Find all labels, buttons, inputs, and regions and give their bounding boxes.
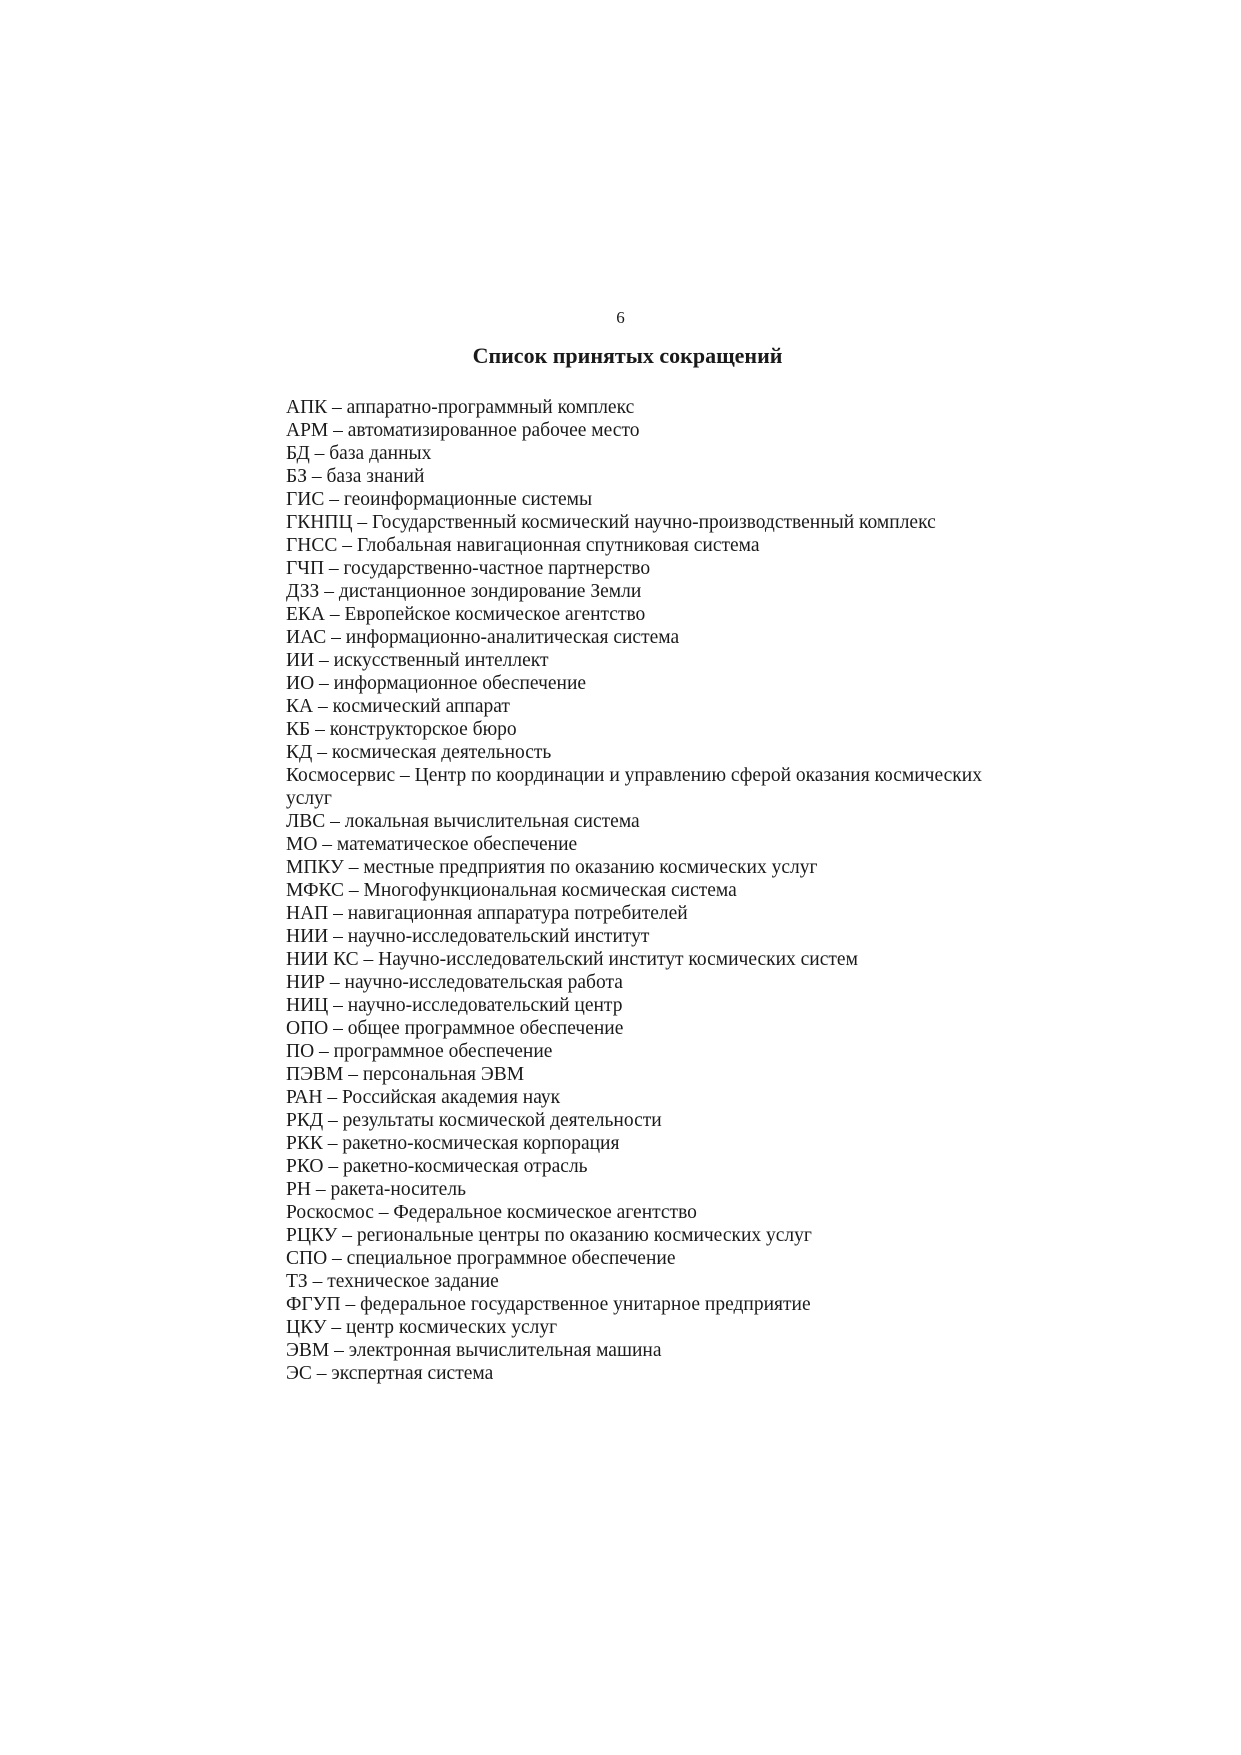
- abbreviation-term: БД: [286, 443, 310, 464]
- abbreviation-separator: –: [310, 1179, 331, 1200]
- abbreviation-entry: [286, 1017, 986, 1040]
- abbreviation-separator: –: [326, 627, 346, 648]
- abbreviation-entry: [286, 488, 986, 511]
- abbreviation-term: КА: [286, 696, 314, 717]
- abbreviation-separator: –: [343, 1064, 363, 1085]
- abbreviation-definition: общее программное обеспечение: [347, 1018, 624, 1039]
- abbreviation-term: ЛВС: [286, 811, 326, 832]
- abbreviation-term: РКД: [286, 1110, 324, 1131]
- abbreviation-definition: геоинформационные системы: [343, 489, 593, 510]
- abbreviation-definition: научно-исследовательский центр: [347, 995, 623, 1016]
- abbreviation-entry: [286, 902, 986, 925]
- abbreviation-term: КД: [286, 742, 313, 763]
- abbreviation-definition: ракетно-космическая отрасль: [342, 1156, 588, 1177]
- abbreviation-separator: –: [307, 1271, 328, 1292]
- abbreviation-term: ПО: [286, 1041, 315, 1062]
- abbreviation-separator: –: [324, 558, 344, 579]
- abbreviation-entry: [286, 994, 986, 1017]
- abbreviation-separator: –: [328, 995, 348, 1016]
- abbreviation-definition: специальное программное обеспечение: [346, 1248, 676, 1269]
- abbreviation-definition: конструкторское бюро: [329, 719, 517, 740]
- abbreviation-entry: [286, 534, 986, 557]
- abbreviation-term: ГКНПЦ: [286, 512, 353, 533]
- abbreviation-term: Космосервис: [286, 765, 396, 786]
- abbreviation-separator: –: [314, 650, 334, 671]
- abbreviation-separator: –: [314, 673, 334, 694]
- abbreviation-separator: –: [352, 512, 373, 533]
- abbreviation-term: РАН: [286, 1087, 323, 1108]
- abbreviation-separator: –: [325, 604, 345, 625]
- abbreviation-separator: –: [306, 466, 327, 487]
- abbreviation-definition: база данных: [329, 443, 432, 464]
- abbreviation-separator: –: [310, 719, 330, 740]
- abbreviation-definition: ракета-носитель: [330, 1179, 466, 1200]
- abbreviation-separator: –: [324, 489, 344, 510]
- abbreviation-separator: –: [373, 1202, 394, 1223]
- abbreviation-separator: –: [322, 1133, 343, 1154]
- abbreviation-entry: [286, 1362, 986, 1385]
- abbreviation-entry: [286, 626, 986, 649]
- abbreviation-entry: [286, 419, 986, 442]
- abbreviation-definition: Европейское космическое агентство: [344, 604, 646, 625]
- abbreviation-definition: научно-исследовательский институт: [347, 926, 650, 947]
- abbreviation-definition: Федеральное космическое агентство: [393, 1202, 697, 1223]
- abbreviation-separator: –: [328, 903, 348, 924]
- abbreviation-entry: [286, 557, 986, 580]
- abbreviation-separator: –: [323, 1110, 343, 1131]
- abbreviation-entry: [286, 1224, 986, 1247]
- abbreviation-term: ЦКУ: [286, 1317, 327, 1338]
- abbreviation-entry: [286, 856, 986, 879]
- abbreviation-term: ГНСС: [286, 535, 338, 556]
- abbreviation-definition: информационно-аналитическая система: [345, 627, 680, 648]
- page-title: Список принятых сокращений: [472, 343, 783, 368]
- abbreviation-definition: Центр по координации и управлению сферой оказания космических услуг: [286, 765, 982, 809]
- abbreviation-separator: –: [327, 1248, 347, 1269]
- abbreviation-entry: [286, 948, 986, 971]
- abbreviation-definition: математическое обеспечение: [336, 834, 578, 855]
- abbreviation-definition: Многофункциональная космическая система: [363, 880, 737, 901]
- abbreviation-separator: –: [344, 880, 364, 901]
- abbreviation-separator: –: [312, 742, 332, 763]
- abbreviation-definition: экспертная система: [331, 1363, 494, 1384]
- abbreviation-definition: Государственный космический научно-производственный комплекс: [372, 512, 936, 533]
- abbreviation-term: ИИ: [286, 650, 315, 671]
- abbreviation-definition: информационное обеспечение: [333, 673, 587, 694]
- abbreviation-entry: [286, 695, 986, 718]
- abbreviation-definition: персональная ЭВМ: [362, 1064, 525, 1085]
- abbreviation-separator: –: [337, 1225, 357, 1246]
- abbreviation-separator: –: [322, 1087, 343, 1108]
- abbreviation-separator: –: [326, 1317, 347, 1338]
- abbreviation-definition: космический аппарат: [332, 696, 510, 717]
- abbreviation-term: МО: [286, 834, 318, 855]
- abbreviation-separator: –: [358, 949, 379, 970]
- page-number: 6: [616, 308, 625, 327]
- abbreviation-term: ГЧП: [286, 558, 325, 579]
- abbreviation-entry: [286, 1201, 986, 1224]
- abbreviation-entry: [286, 833, 986, 856]
- abbreviation-definition: центр космических услуг: [346, 1317, 558, 1338]
- abbreviation-separator: –: [317, 834, 337, 855]
- abbreviation-definition: научно-исследовательская работа: [344, 972, 623, 993]
- abbreviation-entry: [286, 718, 986, 741]
- abbreviation-separator: –: [329, 1340, 349, 1361]
- abbreviation-definition: электронная вычислительная машина: [348, 1340, 662, 1361]
- abbreviation-definition: местные предприятия по оказанию космических услуг: [363, 857, 818, 878]
- abbreviation-term: НИИ КС: [286, 949, 359, 970]
- abbreviation-entry: [286, 396, 986, 419]
- abbreviation-separator: –: [313, 696, 333, 717]
- abbreviation-definition: Российская академия наук: [342, 1087, 561, 1108]
- abbreviation-entry: [286, 1155, 986, 1178]
- abbreviation-entry: [286, 1270, 986, 1293]
- abbreviation-definition: космическая деятельность: [331, 742, 552, 763]
- abbreviation-term: АРМ: [286, 420, 329, 441]
- abbreviation-term: ТЗ: [286, 1271, 308, 1292]
- abbreviation-entry: [286, 971, 986, 994]
- abbreviation-definition: государственно-частное партнерство: [343, 558, 651, 579]
- abbreviation-term: РКК: [286, 1133, 323, 1154]
- abbreviation-definition: результаты космической деятельности: [342, 1110, 662, 1131]
- abbreviation-entry: [286, 1086, 986, 1109]
- abbreviation-entry: [286, 465, 986, 488]
- abbreviation-separator: –: [328, 926, 348, 947]
- abbreviation-definition: ракетно-космическая корпорация: [342, 1133, 620, 1154]
- abbreviation-definition: региональные центры по оказанию космических услуг: [356, 1225, 812, 1246]
- abbreviation-separator: –: [325, 972, 345, 993]
- abbreviation-term: НИИ: [286, 926, 329, 947]
- abbreviation-entry: [286, 672, 986, 695]
- abbreviation-term: ЭВМ: [286, 1340, 330, 1361]
- abbreviation-entry: [286, 511, 986, 534]
- abbreviation-definition: Глобальная навигационная спутниковая система: [356, 535, 760, 556]
- abbreviation-separator: –: [337, 535, 357, 556]
- abbreviation-entry: [286, 810, 986, 833]
- abbreviation-entry: [286, 1132, 986, 1155]
- abbreviation-definition: Научно-исследовательский институт космических систем: [378, 949, 858, 970]
- abbreviation-definition: техническое задание: [327, 1271, 499, 1292]
- abbreviation-definition: локальная вычислительная система: [344, 811, 640, 832]
- abbreviation-term: НИЦ: [286, 995, 329, 1016]
- abbreviation-term: РКО: [286, 1156, 324, 1177]
- abbreviation-list: [286, 396, 986, 1385]
- abbreviation-entry: [286, 1339, 986, 1362]
- abbreviation-entry: [286, 925, 986, 948]
- abbreviation-definition: аппаратно-программный комплекс: [346, 397, 635, 418]
- abbreviation-term: ОПО: [286, 1018, 329, 1039]
- abbreviation-term: МФКС: [286, 880, 345, 901]
- abbreviation-term: РЦКУ: [286, 1225, 338, 1246]
- abbreviation-entry: [286, 1109, 986, 1132]
- abbreviation-term: РН: [286, 1179, 311, 1200]
- abbreviation-definition: программное обеспечение: [333, 1041, 553, 1062]
- abbreviation-separator: –: [340, 1294, 361, 1315]
- abbreviation-term: ЭС: [286, 1363, 312, 1384]
- abbreviation-term: МПКУ: [286, 857, 344, 878]
- abbreviation-entry: [286, 1316, 986, 1339]
- abbreviation-separator: –: [327, 397, 347, 418]
- abbreviation-term: Роскосмос: [286, 1202, 374, 1223]
- abbreviation-entry: [286, 580, 986, 603]
- abbreviation-term: ИАС: [286, 627, 327, 648]
- abbreviation-definition: навигационная аппаратура потребителей: [347, 903, 688, 924]
- abbreviation-entry: [286, 1040, 986, 1063]
- abbreviation-entry: [286, 764, 986, 810]
- abbreviation-entry: [286, 1063, 986, 1086]
- abbreviation-separator: –: [309, 443, 330, 464]
- abbreviation-term: БЗ: [286, 466, 307, 487]
- abbreviation-definition: автоматизированное рабочее место: [347, 420, 640, 441]
- abbreviation-entry: [286, 879, 986, 902]
- abbreviation-term: АПК: [286, 397, 328, 418]
- abbreviation-definition: федеральное государственное унитарное предприятие: [360, 1294, 811, 1315]
- abbreviation-separator: –: [395, 765, 415, 786]
- abbreviation-separator: –: [343, 857, 364, 878]
- abbreviation-term: ПЭВМ: [286, 1064, 344, 1085]
- abbreviation-entry: [286, 442, 986, 465]
- abbreviation-definition: база знаний: [326, 466, 425, 487]
- abbreviation-term: ГИС: [286, 489, 325, 510]
- abbreviation-entry: [286, 741, 986, 764]
- abbreviation-term: КБ: [286, 719, 311, 740]
- abbreviation-definition: искусственный интеллект: [333, 650, 549, 671]
- abbreviation-separator: –: [328, 1018, 348, 1039]
- abbreviation-separator: –: [325, 811, 345, 832]
- abbreviation-entry: [286, 1293, 986, 1316]
- abbreviation-term: ИО: [286, 673, 315, 694]
- abbreviation-term: ФГУП: [286, 1294, 341, 1315]
- abbreviation-entry: [286, 1178, 986, 1201]
- abbreviation-separator: –: [311, 1363, 332, 1384]
- abbreviation-definition: дистанционное зондирование Земли: [338, 581, 642, 602]
- abbreviation-term: ДЗЗ: [286, 581, 320, 602]
- abbreviation-term: НИР: [286, 972, 326, 993]
- abbreviation-separator: –: [328, 420, 348, 441]
- abbreviation-entry: [286, 649, 986, 672]
- abbreviation-term: ЕКА: [286, 604, 325, 625]
- abbreviation-separator: –: [319, 581, 339, 602]
- abbreviation-term: СПО: [286, 1248, 328, 1269]
- abbreviation-separator: –: [323, 1156, 343, 1177]
- abbreviation-term: НАП: [286, 903, 329, 924]
- abbreviation-entry: [286, 1247, 986, 1270]
- abbreviation-separator: –: [314, 1041, 334, 1062]
- abbreviation-entry: [286, 603, 986, 626]
